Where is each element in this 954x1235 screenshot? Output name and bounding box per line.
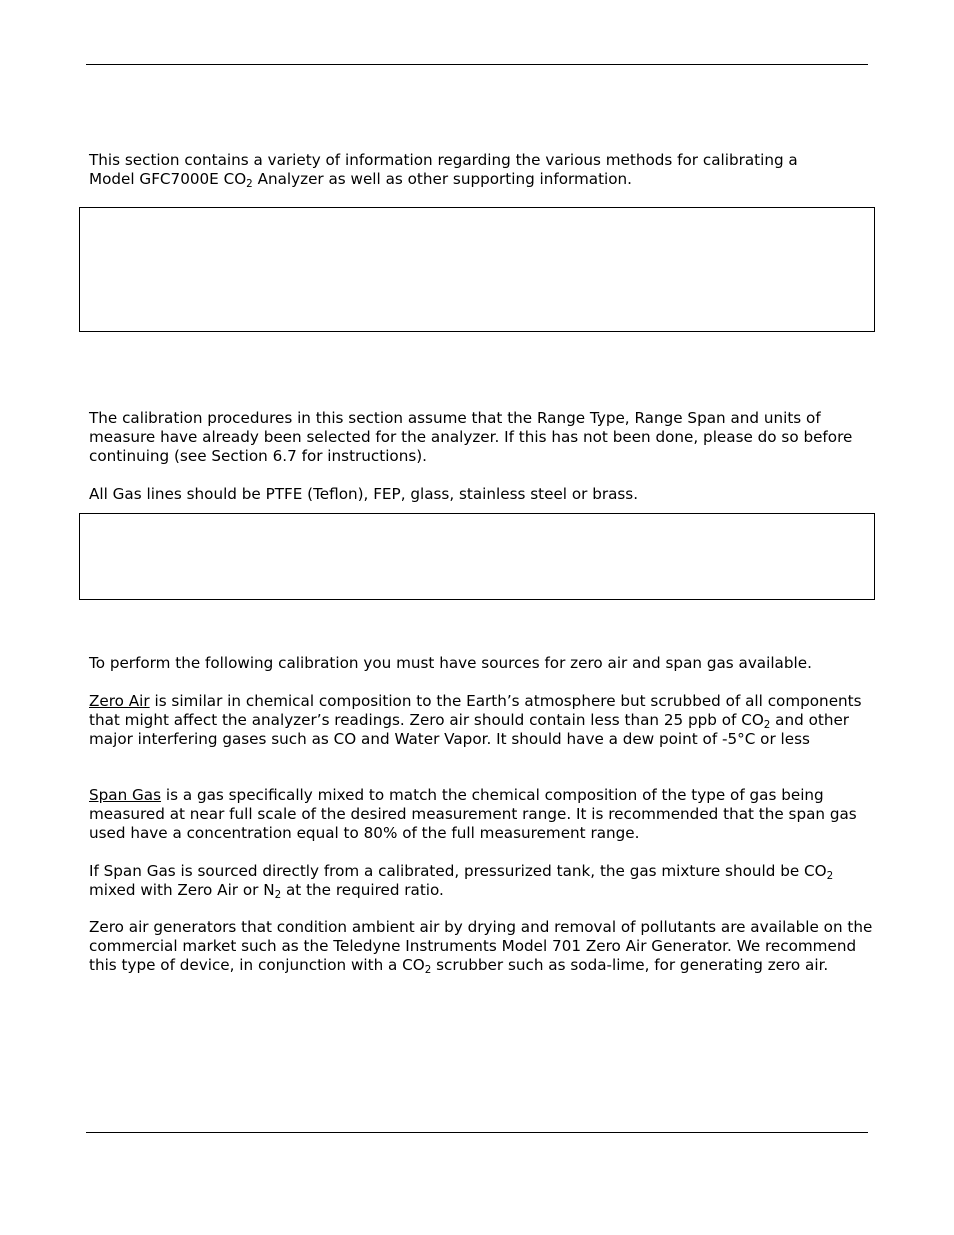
intro-line-2a: Model GFC7000E CO bbox=[89, 170, 247, 188]
header-rule bbox=[86, 64, 868, 65]
span-gas-term: Span Gas bbox=[89, 786, 162, 804]
generators-text-b: scrubber such as soda-lime, for generating zero air. bbox=[431, 956, 829, 974]
zero-air-term: Zero Air bbox=[89, 692, 150, 710]
tank-text-a: If Span Gas is sourced directly from a calibrated, pressurized tank, the gas mixture should be CO bbox=[89, 862, 827, 880]
zero-air-paragraph bbox=[89, 692, 879, 749]
subscript: 2 bbox=[246, 178, 253, 191]
note-box-empty-2 bbox=[79, 513, 875, 600]
sources-intro-paragraph: To perform the following calibration you must have sources for zero air and span gas available. bbox=[89, 654, 812, 672]
tank-paragraph bbox=[89, 862, 879, 900]
intro-line-2b: Analyzer as well as other supporting information. bbox=[252, 170, 633, 188]
calibration-procedures-paragraph: The calibration procedures in this section assume that the Range Type, Range Span and units of measure have already been selected for the analyzer. If this has not been done, please do so before continuing (see Section 6.7 for instructions). bbox=[89, 409, 853, 465]
footer-rule bbox=[86, 1132, 868, 1133]
gas-lines-paragraph: All Gas lines should be PTFE (Teflon), FEP, glass, stainless steel or brass. bbox=[89, 485, 639, 503]
tank-text-b: mixed with Zero Air or N bbox=[89, 881, 275, 899]
subscript: 2 bbox=[763, 719, 771, 732]
tank-text-c: at the required ratio. bbox=[281, 881, 444, 899]
subscript: 2 bbox=[424, 964, 432, 977]
intro-line-1: This section contains a variety of information regarding the various methods for calibrating a bbox=[89, 151, 798, 169]
span-gas-paragraph bbox=[89, 786, 879, 843]
subscript: 2 bbox=[826, 870, 834, 883]
generators-paragraph bbox=[89, 918, 879, 975]
span-gas-text: is a gas specifically mixed to match the chemical composition of the type of gas being measured at near full scale of the desired measurement range. It is recommended that the span gas used have a concentration equal to 80% of the full measurement range. bbox=[89, 786, 857, 842]
intro-paragraph bbox=[89, 151, 879, 189]
zero-air-text-a: is similar in chemical composition to the Earth’s atmosphere but scrubbed of all components that might affect the analyzer’s readings. Zero air should contain less than 25 ppb of CO bbox=[89, 692, 862, 729]
note-box-empty bbox=[79, 207, 875, 332]
generators-text-a: Zero air generators that condition ambient air by drying and removal of pollutants are available on the commercial market such as the Teledyne Instruments Model 701 Zero Air Generator. We recommend this type of device, in conjunction with a CO bbox=[89, 918, 873, 974]
zero-air-text-b: and other major interfering gases such as CO and Water Vapor. It should have a dew point of -5°C or less bbox=[89, 711, 850, 748]
subscript: 2 bbox=[274, 889, 282, 902]
